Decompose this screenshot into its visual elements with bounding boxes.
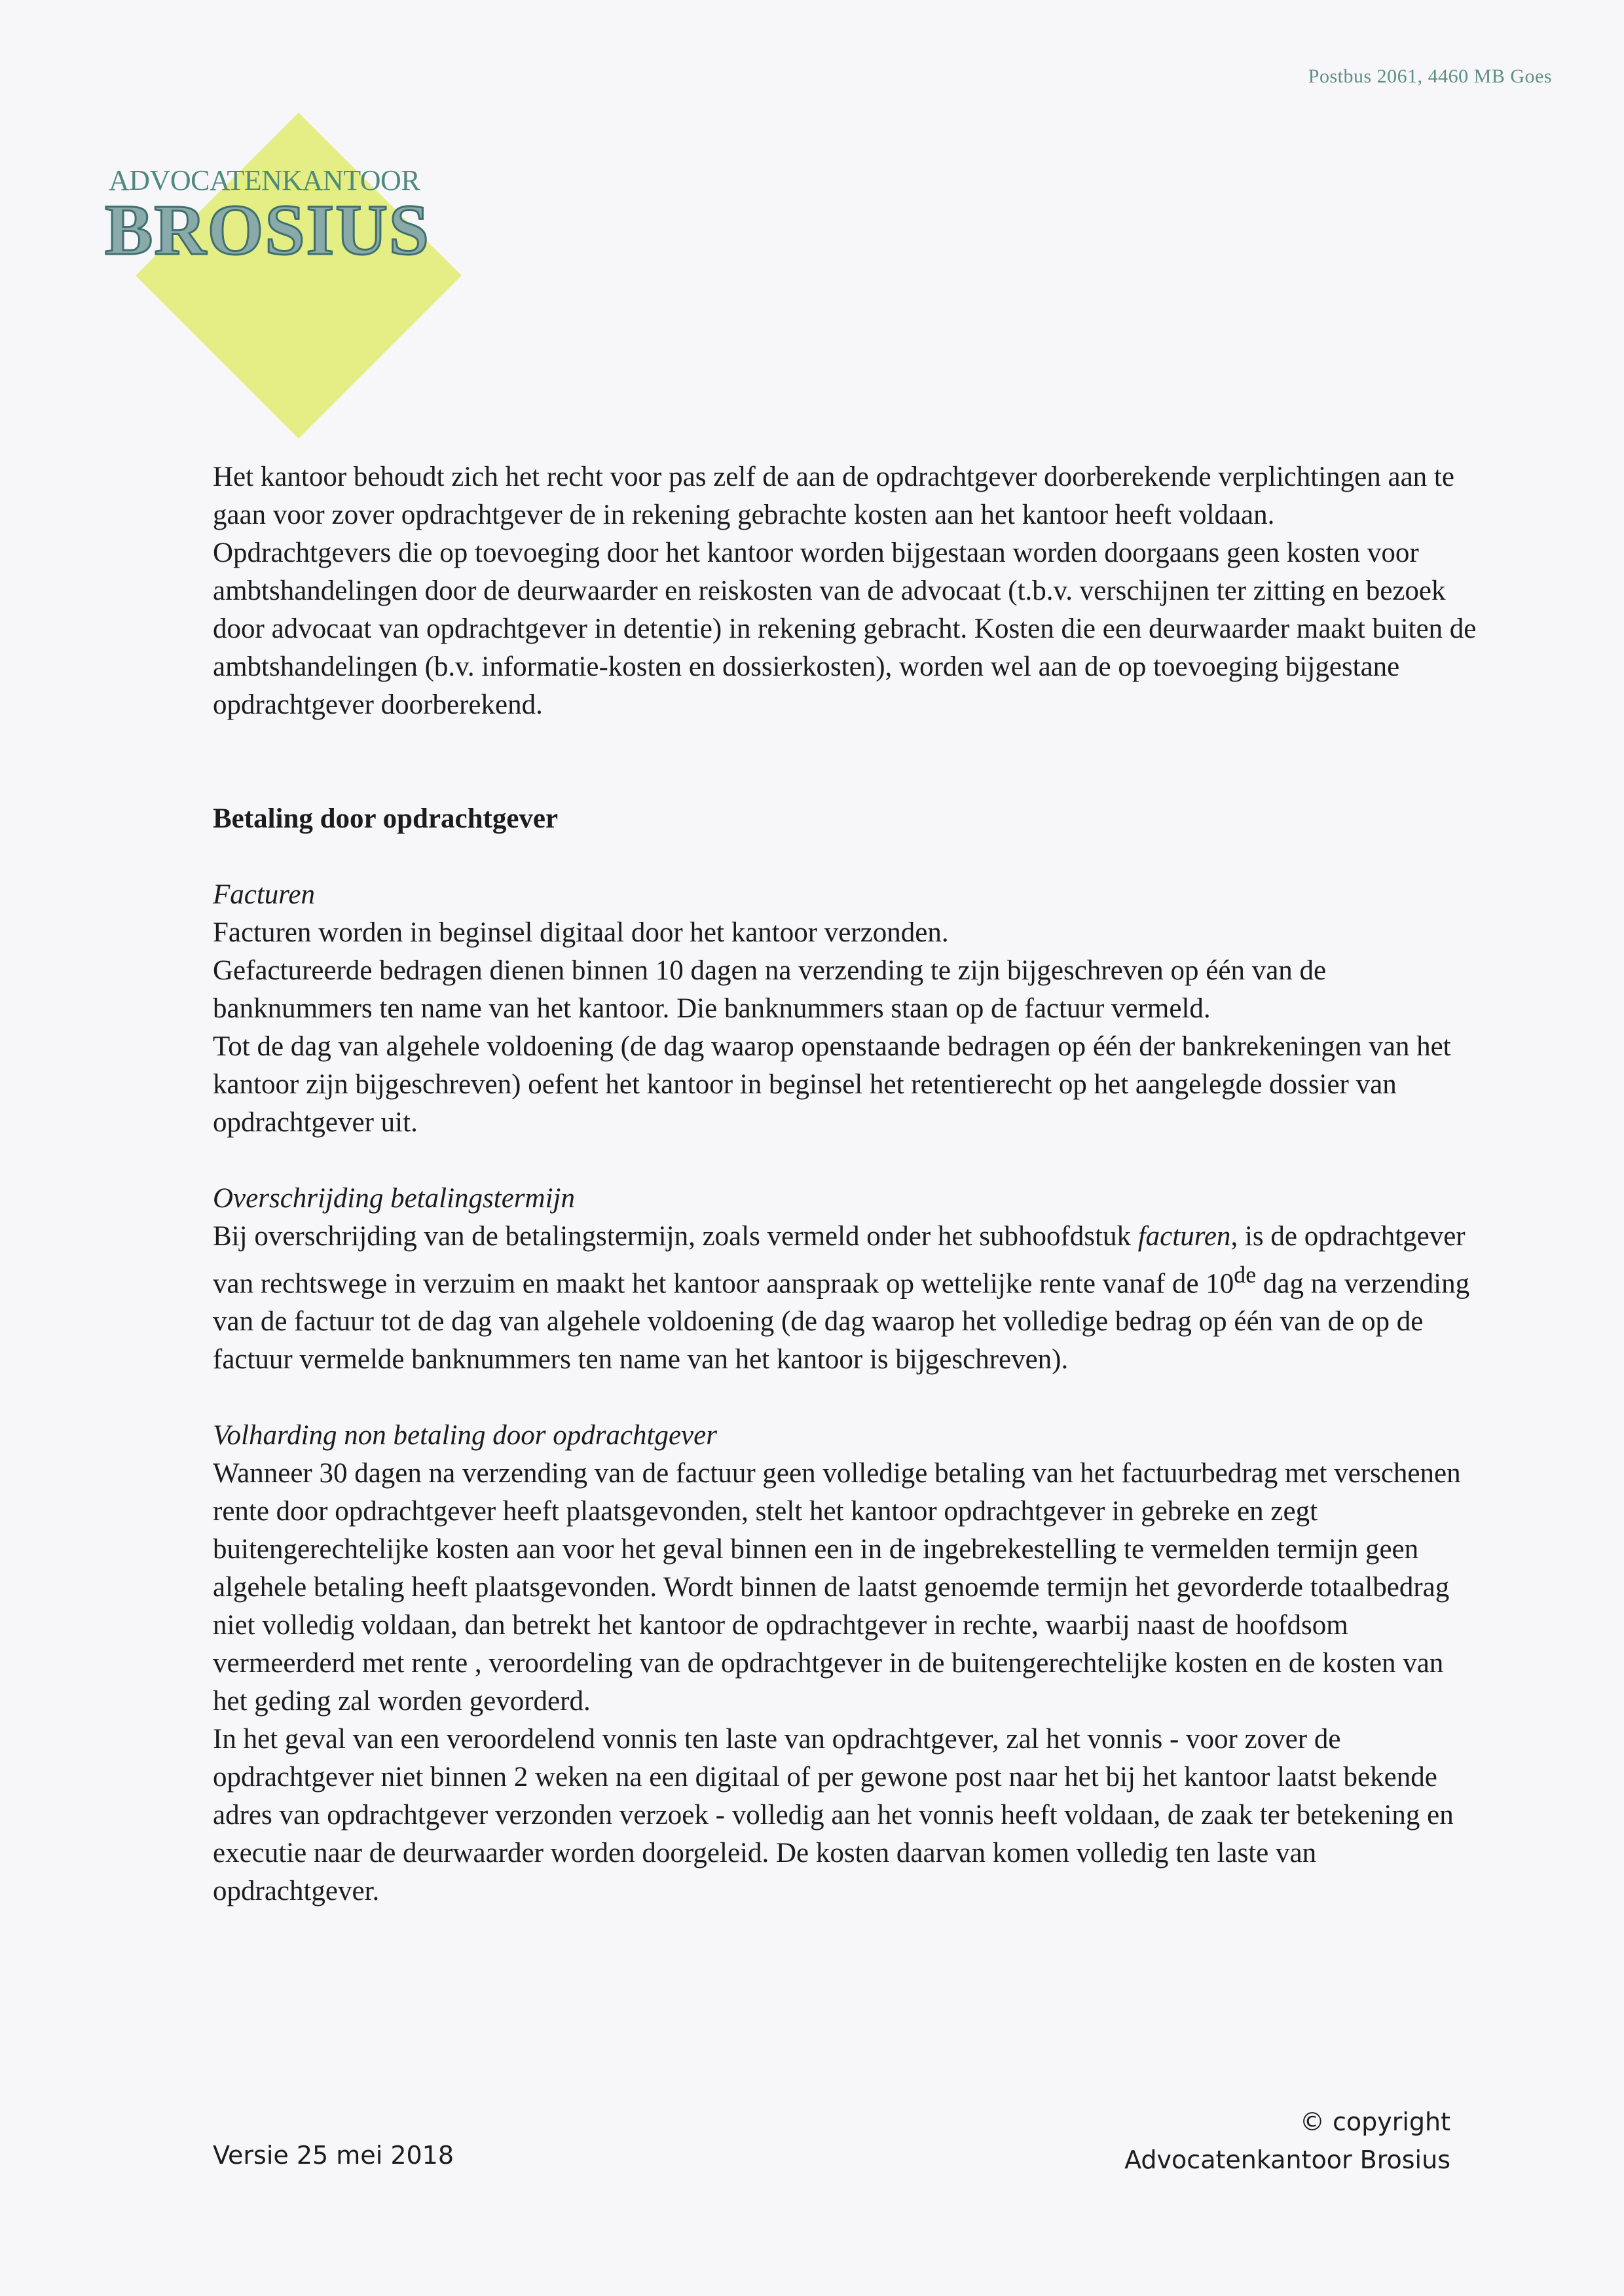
version-note: Versie 25 mei 2018 xyxy=(213,2141,454,2170)
intro-paragraph-2: Opdrachtgevers die op toevoeging door het kantoor worden bijgestaan worden doorgaans geen kosten voor ambtshandelingen door de deurwaarder en reiskosten van de advocaat (t.b.v. verschijnen ter zitting en bezoek door advocaat van opdrachtgever in detentie) in rekening gebracht. Kosten die een deurwaarder maakt buiten de ambtshandelingen (b.v. informatie-kosten en dossierkosten), worden wel aan de op toevoeging bijgestane opdrachtgever doorberekend. xyxy=(213,538,1477,720)
company-logo xyxy=(85,65,430,399)
overschrijding-text-2: , is de opdrachtgever van rechtswege in verzuim en maakt het kantoor aanspraak op wettelijke rente vanaf de 10 xyxy=(213,1221,1466,1300)
volharding-paragraph-2: In het geval van een veroordelend vonnis ten laste van opdrachtgever, zal het vonnis - voor zover de opdrachtgever niet binnen 2 weken na een digitaal of per gewone post naar het bij het kantoor laatst bekende adres van opdrachtgever verzonden verzoek - volledig aan het vonnis heeft voldaan, de zaak ter betekening en executie naar de deurwaarder worden doorgeleid. De kosten daarvan komen volledig ten laste van opdrachtgever. xyxy=(213,1724,1454,1907)
section-heading: Betaling door opdrachtgever xyxy=(213,803,559,834)
facturen-paragraph-1: Facturen worden in beginsel digitaal door het kantoor verzonden. xyxy=(213,917,949,948)
copyright-line-2: Advocatenkantoor Brosius xyxy=(1124,2145,1450,2174)
overschrijding-italic-term: facturen xyxy=(1137,1221,1231,1252)
volharding-paragraph-1: Wanneer 30 dagen na verzending van de factuur geen volledige betaling van het factuurbedrag met verschenen rente door opdrachtgever heeft plaatsgevonden, stelt het kantoor opdrachtgever in gebreke en zegt buitengerechtelijke kosten aan voor het geval binnen een in de ingebrekestelling te vermelden termijn geen algehele betaling heeft plaatsgevonden. Wordt binnen de laatst genoemde termijn het gevorderde totaalbedrag niet volledig voldaan, dan betrekt het kantoor de opdrachtgever in rechte, waarbij naast de hoofdsom vermeerderd met rente , veroordeling van de opdrachtgever in de buitengerechtelijke kosten en de kosten van het geding zal worden gevorderd. xyxy=(213,1458,1461,1717)
facturen-paragraph-3: Tot de dag van algehele voldoening (de dag waarop openstaande bedragen op één der bankrekeningen van het kantoor zijn bijgeschreven) oefent het kantoor in beginsel het retentierecht op het aangelegde dossier van opdrachtgever uit. xyxy=(213,1031,1451,1138)
copyright-line-1: © copyright xyxy=(1299,2107,1450,2136)
overschrijding-text-3: dag na verzending van de factuur tot de dag van algehele voldoening (de dag waarop het volledige bedrag op één van de op de factuur vermelde banknummers ten name van het kantoor is bijgeschreven). xyxy=(213,1268,1470,1376)
document-body xyxy=(213,458,1483,1910)
logo-line-1: ADVOCATENKANTOOR xyxy=(109,164,420,196)
subheading-volharding: Volharding non betaling door opdrachtgever xyxy=(213,1420,717,1451)
overschrijding-superscript: de xyxy=(1234,1262,1257,1288)
subheading-overschrijding: Overschrijding betalingstermijn xyxy=(213,1183,575,1214)
copyright-block xyxy=(1124,2103,1450,2179)
postal-address: Postbus 2061, 4460 MB Goes xyxy=(1308,65,1552,87)
logo-line-2: BROSIUS xyxy=(105,190,430,270)
overschrijding-text-1: Bij overschrijding van de betalingstermijn, zoals vermeld onder het subhoofdstuk xyxy=(213,1221,1138,1252)
facturen-paragraph-2: Gefactureerde bedragen dienen binnen 10 dagen na verzending te zijn bijgeschreven op één van de banknummers ten name van het kantoor. Die banknummers staan op de factuur vermeld. xyxy=(213,955,1327,1024)
logo-diamond-shape xyxy=(136,113,462,439)
subheading-facturen: Facturen xyxy=(213,879,316,910)
overschrijding-paragraph xyxy=(213,1218,1483,1379)
intro-paragraph-1: Het kantoor behoudt zich het recht voor pas zelf de aan de opdrachtgever doorberekende verplichtingen aan te gaan voor zover opdrachtgever de in rekening gebrachte kosten aan het kantoor heeft voldaan. xyxy=(213,462,1454,530)
